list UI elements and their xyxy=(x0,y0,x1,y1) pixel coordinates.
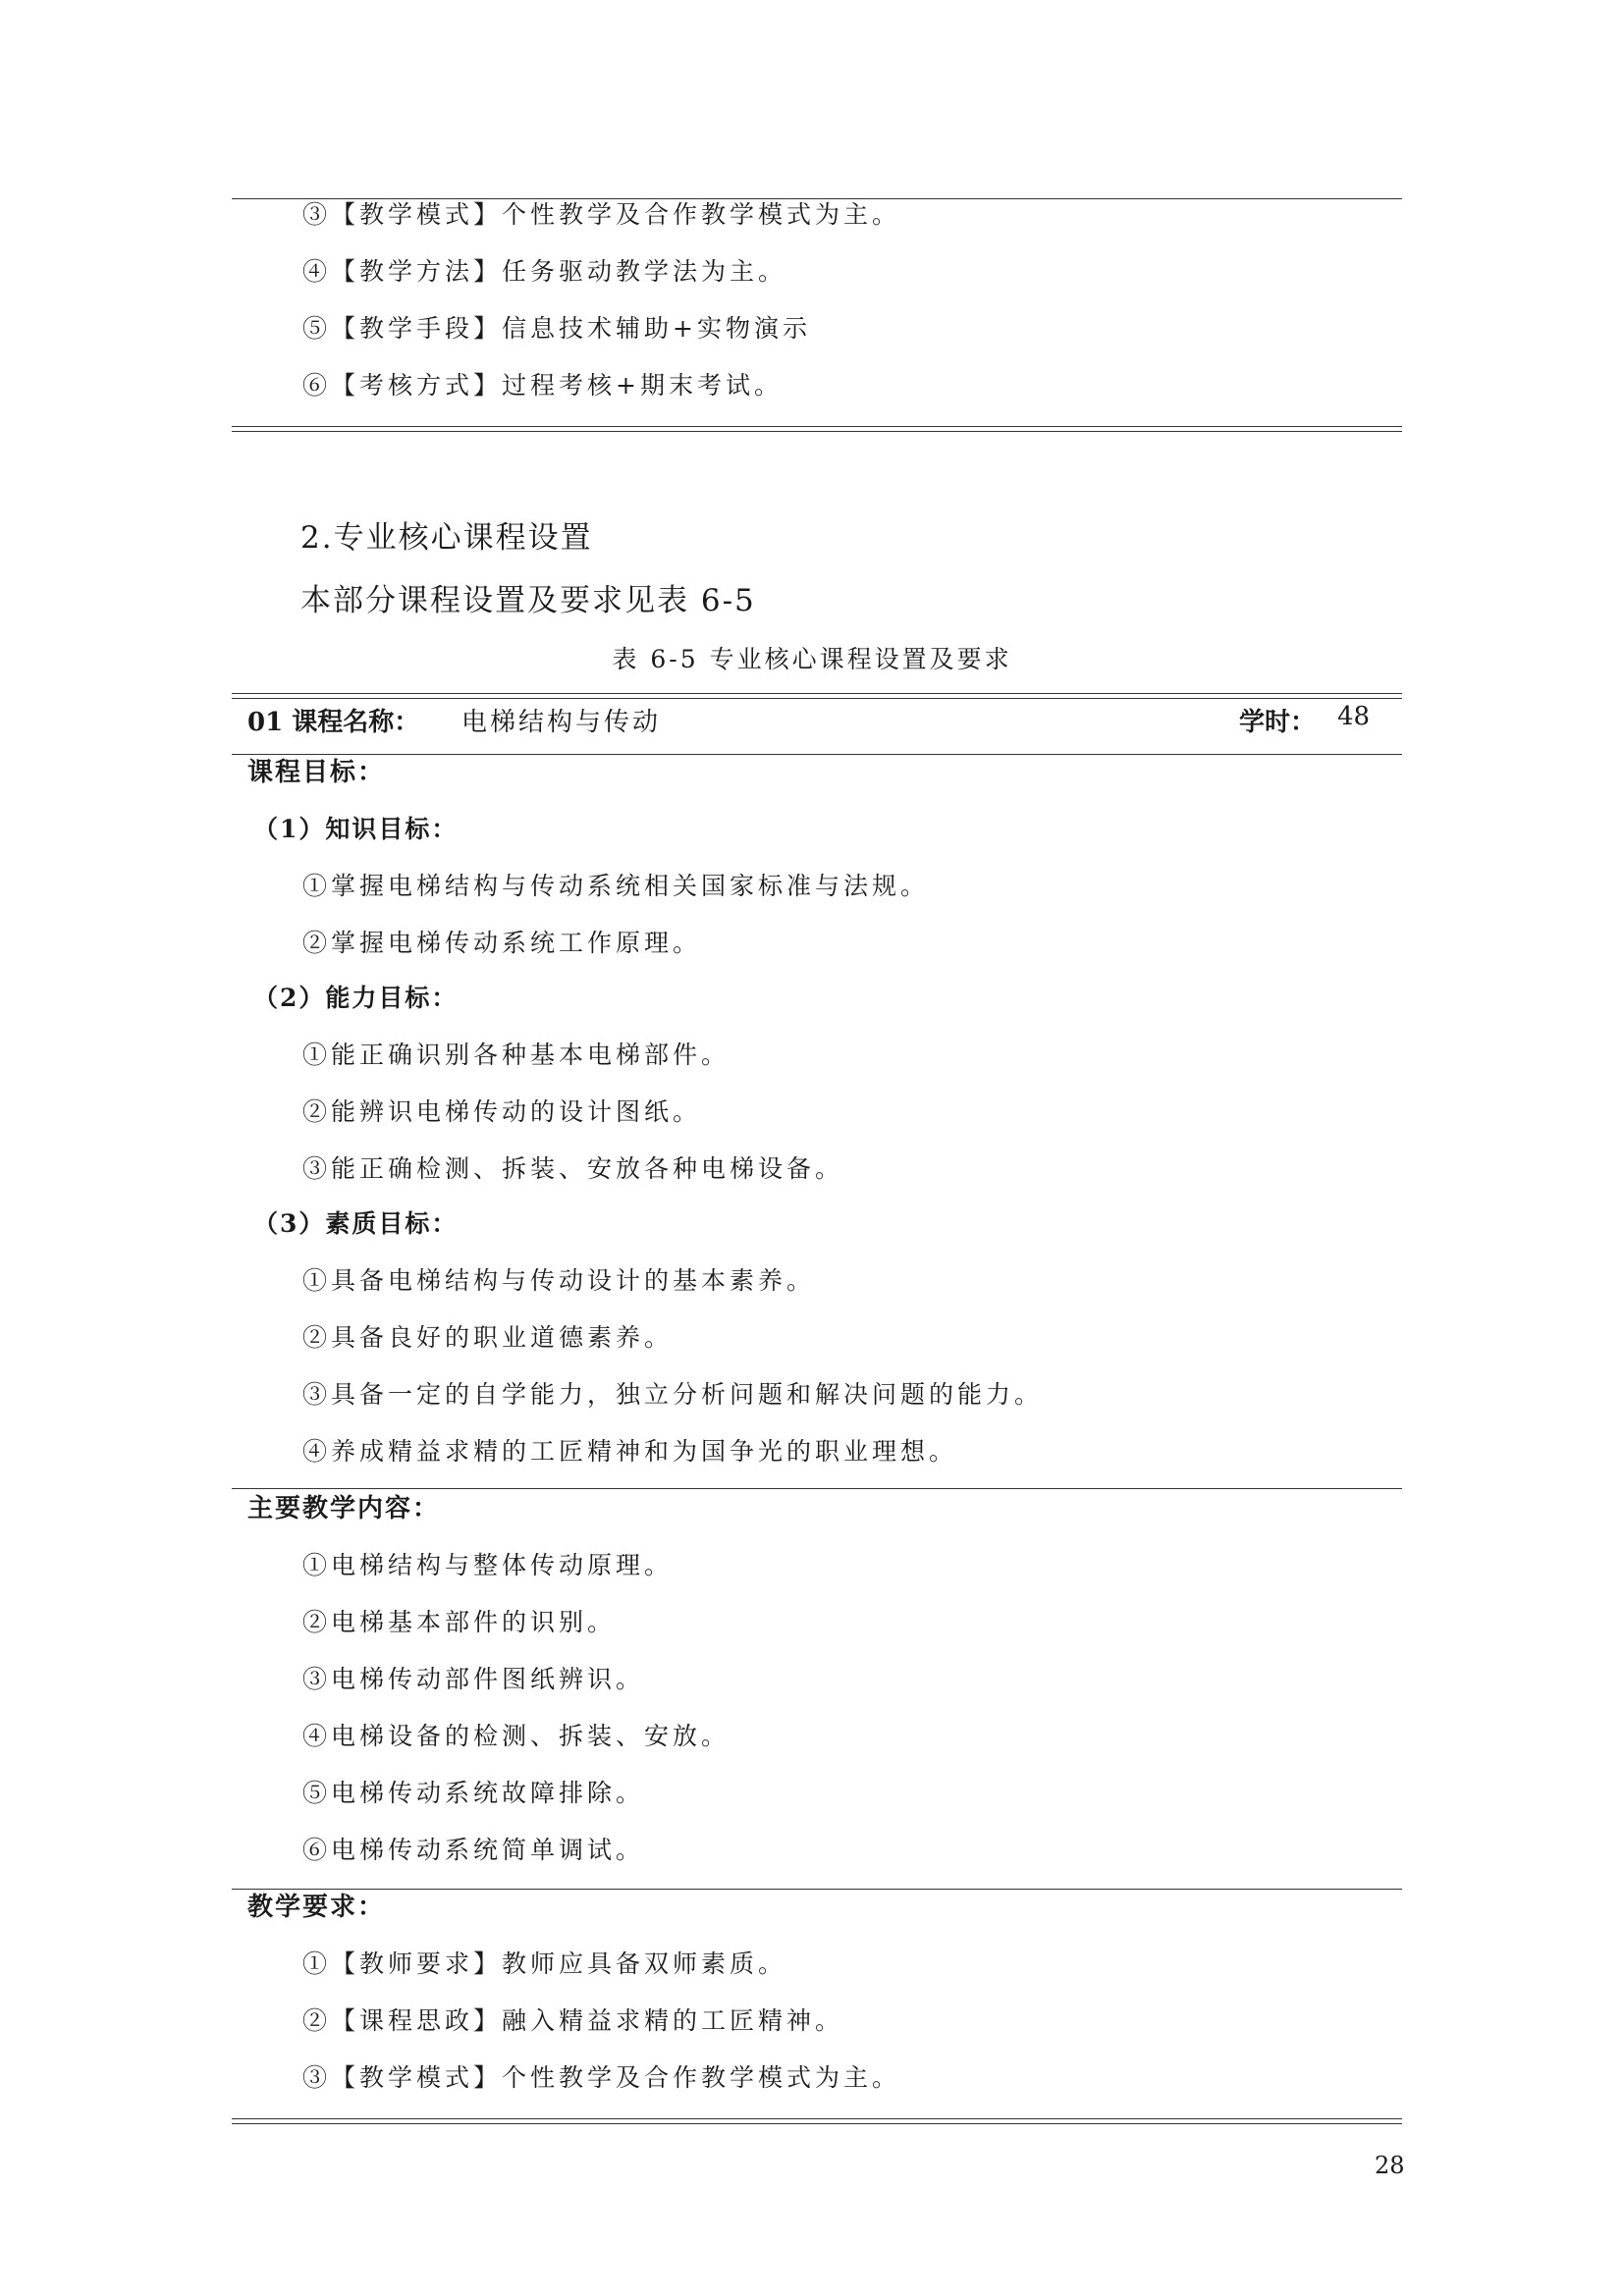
list-item: ③【教学模式】个性教学及合作教学模式为主。 xyxy=(302,2063,901,2092)
list-item: ③【教学模式】个性教学及合作教学模式为主。 xyxy=(302,200,901,229)
list-item: ④电梯设备的检测、拆装、安放。 xyxy=(302,1722,731,1750)
list-item: ③具备一定的自学能力，独立分析问题和解决问题的能力。 xyxy=(302,1380,1044,1409)
section-intro: 本部分课程设置及要求见表 6-5 xyxy=(300,583,756,618)
hours-value: 48 xyxy=(1337,702,1371,731)
quality-heading: （3）素质目标： xyxy=(253,1209,459,1238)
requirements-heading: 教学要求： xyxy=(247,1893,386,1922)
list-item: ①掌握电梯结构与传动系统相关国家标准与法规。 xyxy=(302,872,930,900)
objectives-heading: 课程目标： xyxy=(247,758,386,787)
list-item: ②电梯基本部件的识别。 xyxy=(302,1608,617,1636)
course-name-label: 01 课程名称： xyxy=(247,708,420,737)
page-number: 28 xyxy=(1375,2152,1405,2179)
list-item: ③电梯传动部件图纸辨识。 xyxy=(302,1665,645,1693)
table-bottom-rule xyxy=(232,2118,1402,2124)
list-item: ③能正确检测、拆装、安放各种电梯设备。 xyxy=(302,1154,844,1183)
list-item: ②掌握电梯传动系统工作原理。 xyxy=(302,929,702,957)
list-item: ①【教师要求】教师应具备双师素质。 xyxy=(302,1949,787,1978)
list-item: ②具备良好的职业道德素养。 xyxy=(302,1323,674,1352)
list-item: ②【课程思政】融入精益求精的工匠精神。 xyxy=(302,2006,844,2035)
list-item: ④【教学方法】任务驱动教学法为主。 xyxy=(302,257,787,286)
row-divider xyxy=(232,1488,1402,1489)
list-item: ①具备电梯结构与传动设计的基本素养。 xyxy=(302,1266,816,1295)
row-divider xyxy=(232,1889,1402,1890)
content-heading: 主要教学内容： xyxy=(247,1494,441,1523)
knowledge-heading: （1）知识目标： xyxy=(253,815,459,843)
list-item: ①能正确识别各种基本电梯部件。 xyxy=(302,1041,731,1069)
list-item: ⑤【教学手段】信息技术辅助+实物演示 xyxy=(302,314,811,343)
list-item: ②能辨识电梯传动的设计图纸。 xyxy=(302,1097,702,1126)
list-item: ④养成精益求精的工匠精神和为国争光的职业理想。 xyxy=(302,1437,958,1466)
table-bottom-rule xyxy=(232,426,1402,432)
table-caption: 表 6-5 专业核心课程设置及要求 xyxy=(612,645,1012,673)
list-item: ⑥电梯传动系统简单调试。 xyxy=(302,1836,645,1864)
hours-label: 学时： xyxy=(1239,708,1317,737)
list-item: ⑤电梯传动系统故障排除。 xyxy=(302,1779,645,1807)
ability-heading: （2）能力目标： xyxy=(253,984,459,1012)
list-item: ⑥【考核方式】过程考核+期末考试。 xyxy=(302,371,783,400)
table-top-rule xyxy=(232,693,1402,699)
top-rule xyxy=(232,198,1402,199)
section-title: 2.专业核心课程设置 xyxy=(300,520,593,556)
list-item: ①电梯结构与整体传动原理。 xyxy=(302,1551,674,1579)
row-divider xyxy=(232,754,1402,755)
course-name: 电梯结构与传动 xyxy=(461,708,662,737)
